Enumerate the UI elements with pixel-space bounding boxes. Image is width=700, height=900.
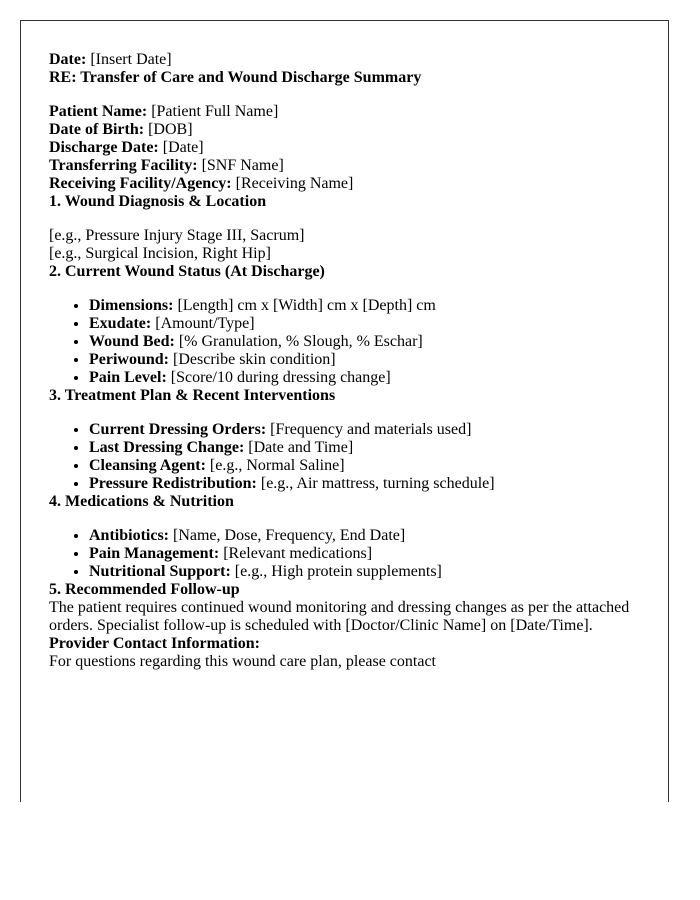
section-title-followup: 5. Recommended Follow-up [49,581,240,598]
item-value: [Date and Time] [248,439,354,456]
list-item [89,563,648,581]
date-label: Date: [49,51,87,68]
item-value: [Length] cm x [Width] cm x [Depth] cm [177,297,436,314]
field-label: Date of Birth: [49,121,145,138]
item-label: Last Dressing Change: [89,439,245,456]
patient-field [49,121,648,139]
item-value: [Relevant medications] [223,545,373,562]
list-item [89,475,648,493]
document-page [20,20,669,802]
list-item [89,315,648,333]
item-value: [Frequency and materials used] [270,421,472,438]
field-value: [SNF Name] [201,157,284,174]
diagnosis-line: [e.g., Surgical Incision, Right Hip] [49,245,271,262]
re-line: RE: Transfer of Care and Wound Discharge Summary [49,69,422,86]
patient-field [49,175,648,193]
date-line [49,51,648,69]
field-label: Receiving Facility/Agency: [49,175,232,192]
item-value: [e.g., Air mattress, turning schedule] [260,475,495,492]
item-label: Dimensions: [89,297,174,314]
item-value: [Describe skin condition] [173,351,336,368]
patient-field [49,103,648,121]
diagnosis-lines [49,227,648,263]
status-list [49,297,648,387]
item-value: [% Granulation, % Slough, % Eschar] [178,333,423,350]
list-item [89,351,648,369]
followup-body: The patient requires continued wound monitoring and dressing changes as per the attached orders. Specialist follow-up is scheduled with [Doctor/Clinic Name] on [Date/Time]. [49,599,630,634]
item-label: Pain Level: [89,369,167,386]
list-item [89,333,648,351]
item-label: Pain Management: [89,545,220,562]
item-value: [Score/10 during dressing change] [170,369,391,386]
item-value: [e.g., High protein supplements] [234,563,442,580]
list-item [89,457,648,475]
patient-field [49,139,648,157]
field-value: [Patient Full Name] [151,103,279,120]
list-item [89,439,648,457]
item-label: Pressure Redistribution: [89,475,257,492]
list-item [89,545,648,563]
field-value: [Date] [162,139,204,156]
date-value: [Insert Date] [90,51,172,68]
item-value: [e.g., Normal Saline] [209,457,345,474]
treatment-list [49,421,648,493]
field-label: Discharge Date: [49,139,159,156]
list-item [89,527,648,545]
field-value: [Receiving Name] [235,175,354,192]
patient-info [49,103,648,193]
item-label: Current Dressing Orders: [89,421,267,438]
item-value: [Name, Dose, Frequency, End Date] [173,527,406,544]
item-label: Nutritional Support: [89,563,231,580]
item-label: Periwound: [89,351,169,368]
item-label: Cleansing Agent: [89,457,206,474]
section-title-contact: Provider Contact Information: [49,635,260,652]
field-label: Transferring Facility: [49,157,198,174]
list-item [89,369,648,387]
field-label: Patient Name: [49,103,148,120]
item-label: Wound Bed: [89,333,175,350]
field-value: [DOB] [148,121,193,138]
medications-list [49,527,648,581]
section-title-medications: 4. Medications & Nutrition [49,493,234,510]
item-label: Exudate: [89,315,152,332]
contact-body: For questions regarding this wound care plan, please contact [49,653,436,670]
list-item [89,421,648,439]
diagnosis-line: [e.g., Pressure Injury Stage III, Sacrum] [49,227,305,244]
item-value: [Amount/Type] [155,315,255,332]
patient-field [49,157,648,175]
list-item [89,297,648,315]
section-title-diagnosis: 1. Wound Diagnosis & Location [49,193,267,210]
section-title-status: 2. Current Wound Status (At Discharge) [49,263,325,280]
section-title-treatment: 3. Treatment Plan & Recent Interventions [49,387,336,404]
item-label: Antibiotics: [89,527,169,544]
